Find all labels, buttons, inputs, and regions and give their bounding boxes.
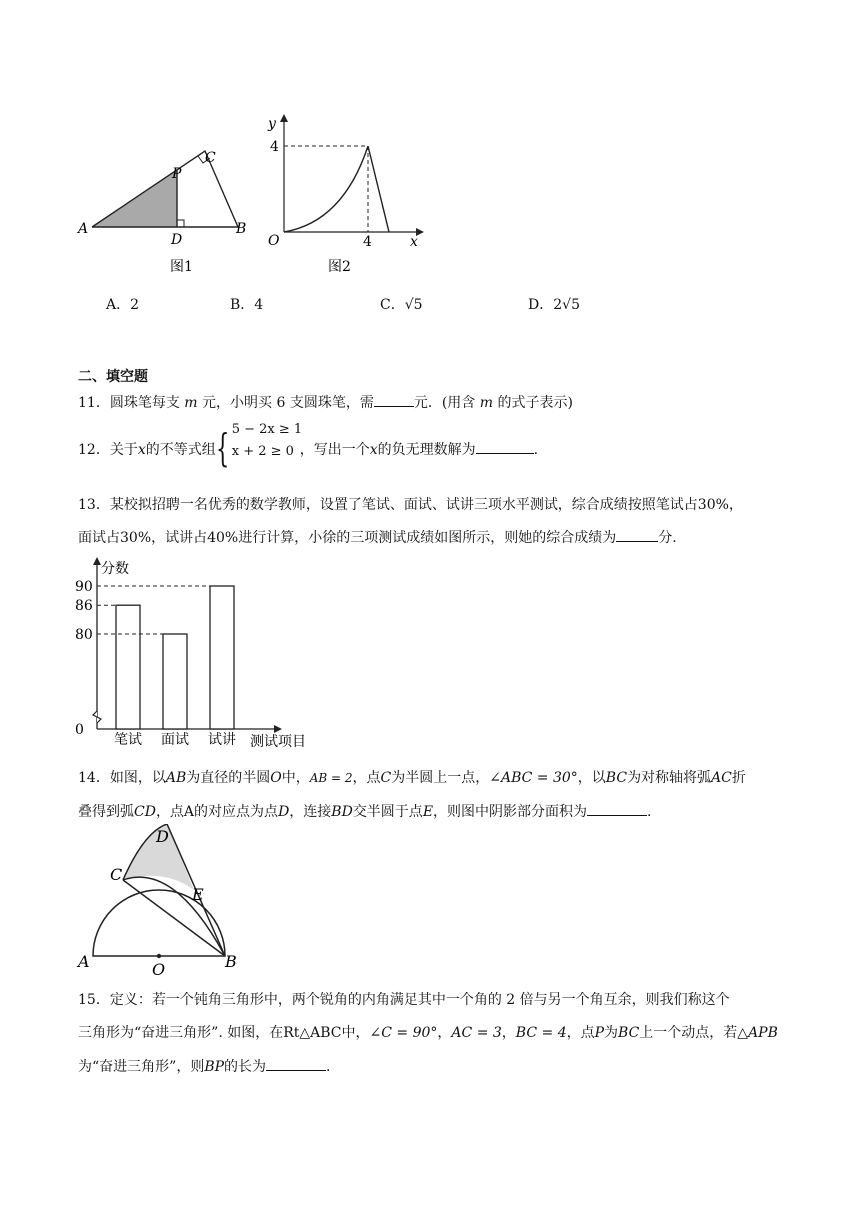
question-13-line-2: 面试占30%，试讲占40%进行计算，小徐的三项测试成绩如图所示，则她的综合成绩为 分. xyxy=(78,527,677,548)
answer-blank-15[interactable] xyxy=(266,1056,326,1071)
label-D: D xyxy=(156,827,169,846)
label-4-x: 4 xyxy=(363,234,372,250)
label-O: O xyxy=(268,233,280,249)
brace-symbol: { xyxy=(215,426,230,470)
question-14-line-1: 14．如图，以AB为直径的半圆O中，AB = 2，点C为半圆上一点，∠ABC = 30°，以BC为对称轴将弧AC折 xyxy=(78,770,746,786)
bar-0 xyxy=(116,605,140,729)
center-point-o xyxy=(157,954,161,958)
label-C: C xyxy=(205,150,216,166)
figure-1-caption: 图1 xyxy=(170,259,193,275)
figure-14-semicircle xyxy=(74,824,244,976)
question-15-line-2: 三角形为“奋进三角形”. 如图，在Rt△ABC中，∠C = 90°，AC = 3，BC = 4，点P为BC上一个动点，若△APB xyxy=(78,1025,778,1041)
label-B: B xyxy=(225,952,237,971)
label-D: D xyxy=(171,232,183,248)
label-P: P xyxy=(172,166,182,182)
label-x: x xyxy=(410,234,418,250)
label-B: B xyxy=(236,221,247,237)
x-tick-label: 笔试 xyxy=(114,732,142,748)
figure-2-graph xyxy=(258,110,428,280)
label-C: C xyxy=(110,865,123,884)
y-tick-label: 90 xyxy=(75,579,93,595)
y-tick-label: 86 xyxy=(75,598,93,615)
label-E: E xyxy=(192,885,204,904)
inequality-system xyxy=(215,422,303,470)
question-15-line-1: 15．定义：若一个钝角三角形中，两个锐角的内角满足其中一个角的 2 倍与另一个角互余，则我们称这个 xyxy=(78,992,730,1008)
label-O: O xyxy=(152,960,166,976)
option-a[interactable]: A．2 xyxy=(106,297,140,313)
x-axis-arrow xyxy=(274,725,282,733)
bar-chart xyxy=(70,555,330,755)
question-13-line-1: 13．某校拟招聘一名优秀的数学教师，设置了笔试、面试、试讲三项水平测试，综合成绩按照笔试占30%， xyxy=(78,497,743,513)
x-tick-label: 面试 xyxy=(161,732,189,748)
label-A: A xyxy=(78,221,89,237)
label-4-y: 4 xyxy=(270,139,279,155)
answer-blank-12[interactable] xyxy=(476,439,534,454)
axis-break-mark xyxy=(93,711,101,723)
x-axis-label: 测试项目 xyxy=(250,734,306,750)
label-A: A xyxy=(78,952,90,971)
figure-2-caption: 图2 xyxy=(328,259,351,275)
question-15-line-3: 为“奋进三角形”，则BP的长为 . xyxy=(78,1056,331,1077)
y-tick-label: 0 xyxy=(75,722,84,738)
inequality-1: 5 − 2x ≥ 1 xyxy=(231,422,303,437)
y-axis-arrow xyxy=(280,114,288,122)
section-title: 二、填空题 xyxy=(78,369,148,385)
inequality-2: x + 2 ≥ 0 xyxy=(231,444,294,459)
descending-line xyxy=(368,146,389,232)
y-axis-label: 分数 xyxy=(101,561,129,577)
y-axis-arrow xyxy=(93,557,101,565)
x-tick-label: 试讲 xyxy=(208,732,236,748)
right-angle-mark-d xyxy=(177,220,184,227)
option-d[interactable]: D．2√5 xyxy=(528,297,580,313)
bar-2 xyxy=(210,586,234,729)
y-tick-label: 80 xyxy=(75,627,93,643)
question-11: 11．圆珠笔每支 m 元，小明买 6 支圆珠笔，需 元．(用含 m 的式子表示) xyxy=(78,392,573,413)
question-12: 12．关于x的不等式组 { 5 − 2x ≥ 1 x + 2 ≥ 0 ，写出一个x的负无理数解为 . xyxy=(78,422,539,470)
label-y: y xyxy=(268,116,276,132)
question-14-line-2: 叠得到弧CD，点A的对应点为点D，连接BD交半圆于点E，则图中阴影部分面积为 . xyxy=(78,801,652,822)
option-b[interactable]: B．4 xyxy=(230,297,264,313)
option-c[interactable]: C．√5 xyxy=(380,297,423,313)
bar-1 xyxy=(163,634,187,729)
answer-blank-14[interactable] xyxy=(587,801,647,816)
answer-blank-11[interactable] xyxy=(374,392,414,407)
curve xyxy=(284,146,368,232)
figure-1-triangle xyxy=(70,140,260,280)
answer-blank-13[interactable] xyxy=(616,527,658,542)
